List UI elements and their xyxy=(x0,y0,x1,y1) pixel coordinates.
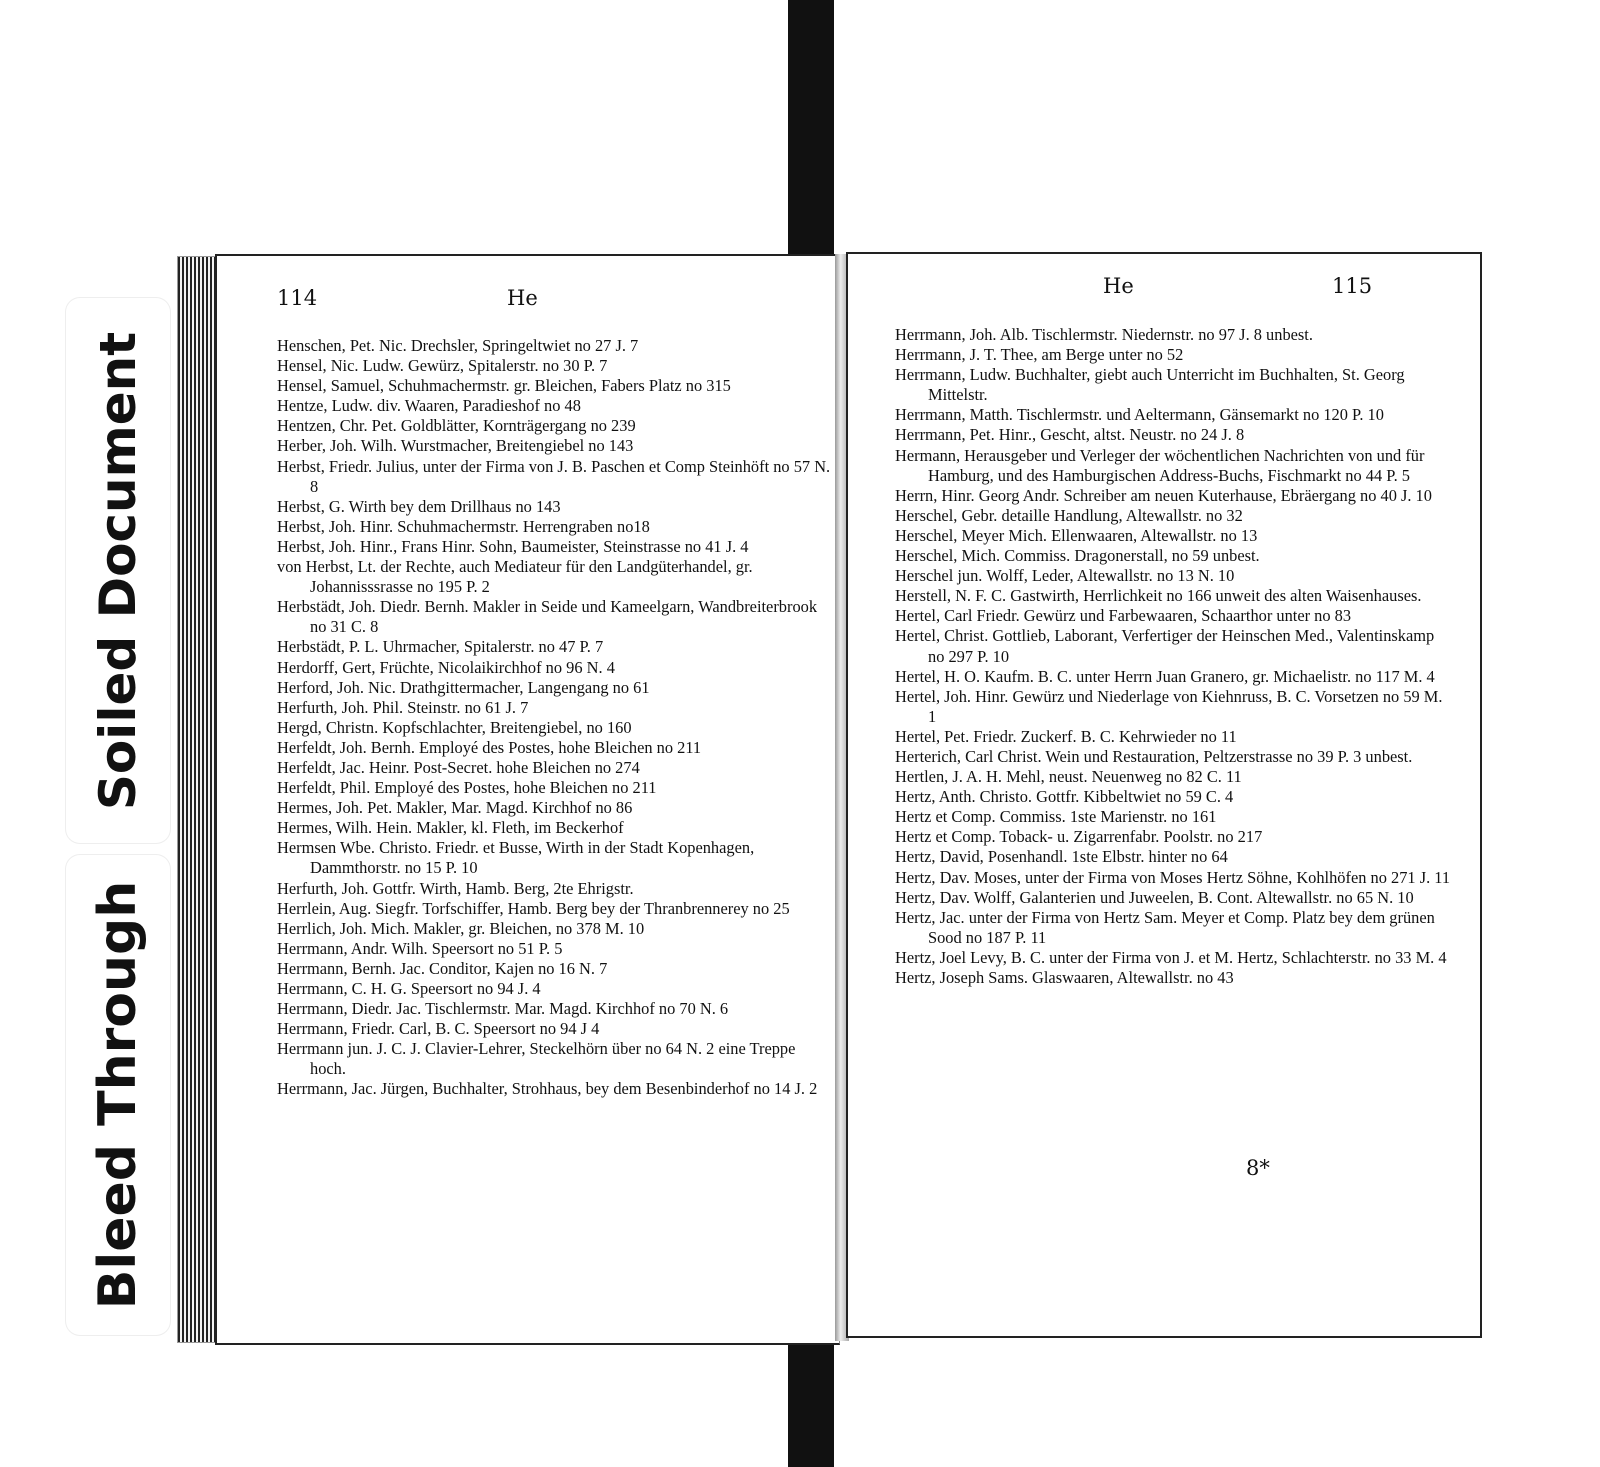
directory-entry: Herrmann, Diedr. Jac. Tischlermstr. Mar. Magd. Kirchhof no 70 N. 6 xyxy=(277,999,729,1019)
directory-entry: Hertz, Dav. Moses, unter der Firma von Moses Hertz Söhne, Kohlhöfen no 271 J. 11 xyxy=(895,867,1451,887)
directory-entry: Herrlich, Joh. Mich. Makler, gr. Bleichen, no 378 M. 10 xyxy=(277,918,645,938)
directory-entry: Herschel, Gebr. detaille Handlung, Altewallstr. no 32 xyxy=(895,505,1243,525)
directory-entry: Herber, Joh. Wilh. Wurstmacher, Breitengiebel no 143 xyxy=(277,436,634,456)
directory-entry: Herstell, N. F. C. Gastwirth, Herrlichkeit no 166 unweit des alten Waisenhauses. xyxy=(895,586,1422,606)
directory-entry: Herfeldt, Joh. Bernh. Employé des Postes, hohe Bleichen no 211 xyxy=(277,737,702,757)
left-page xyxy=(215,254,840,1345)
right-entry-list xyxy=(895,325,1452,988)
directory-entry: Hentzen, Chr. Pet. Goldblätter, Kornträgergang no 239 xyxy=(277,416,636,436)
open-book xyxy=(177,250,1497,1350)
right-page xyxy=(846,252,1482,1338)
directory-entry: Hertel, Carl Friedr. Gewürz und Farbewaaren, Schaarthor unter no 83 xyxy=(895,606,1352,626)
directory-entry: Hensel, Samuel, Schuhmachermstr. gr. Bleichen, Fabers Platz no 315 xyxy=(277,376,731,396)
directory-entry: Herbstädt, P. L. Uhrmacher, Spitalerstr. no 47 P. 7 xyxy=(277,637,604,657)
directory-entry: Hertz, Jac. unter der Firma von Hertz Sam. Meyer et Comp. Platz bey dem grünen Sood no 187 P. 11 xyxy=(895,907,1435,947)
directory-entry: Herbst, Friedr. Julius, unter der Firma von J. B. Paschen et Comp Steinhöft no 57 N. 8 xyxy=(277,456,831,496)
directory-entry: Herrmann, Jac. Jürgen, Buchhalter, Strohhaus, bey dem Besenbinderhof no 14 J. 2 xyxy=(277,1079,818,1099)
directory-entry: Herrmann, Joh. Alb. Tischlermstr. Niedernstr. no 97 J. 8 unbest. xyxy=(895,325,1313,344)
directory-entry: Hertz, Joel Levy, B. C. unter der Firma von J. et M. Hertz, Schlachterstr. no 33 M. 4 xyxy=(895,947,1447,967)
label-soiled-document xyxy=(66,298,170,843)
directory-entry: Herbst, Joh. Hinr., Frans Hinr. Sohn, Baumeister, Steinstrasse no 41 J. 4 xyxy=(277,536,749,556)
directory-entry: Hertz, Joseph Sams. Glaswaaren, Altewallstr. no 43 xyxy=(895,968,1234,987)
directory-entry: Hertz, David, Posenhandl. 1ste Elbstr. hinter no 64 xyxy=(895,847,1228,867)
right-page-number: 115 xyxy=(1332,274,1373,298)
directory-entry: Herschel, Mich. Commiss. Dragonerstall, no 59 unbest. xyxy=(895,546,1260,566)
directory-entry: Herrmann, J. T. Thee, am Berge unter no 52 xyxy=(895,345,1184,365)
directory-entry: Hermes, Wilh. Hein. Makler, kl. Fleth, im Beckerhof xyxy=(277,818,624,838)
page-edges xyxy=(177,256,219,1343)
directory-entry: Hertz, Dav. Wolff, Galanterien und Juweelen, B. Cont. Altewallstr. no 65 N. 10 xyxy=(895,887,1414,907)
label-soiled-document-text: Soiled Document xyxy=(89,331,147,810)
directory-entry: Herrmann, Ludw. Buchhalter, giebt auch Unterricht im Buchhalten, St. Georg Mittelstr. xyxy=(895,365,1405,405)
directory-entry: Hertel, Christ. Gottlieb, Laborant, Verfertiger der Heinschen Med., Valentinskamp no 297 P. 10 xyxy=(895,626,1435,666)
directory-entry: Herterich, Carl Christ. Wein und Restauration, Peltzerstrasse no 39 P. 3 unbest. xyxy=(895,746,1413,766)
directory-entry: Hertel, Pet. Friedr. Zuckerf. B. C. Kehrwieder no 11 xyxy=(895,726,1237,746)
right-page-heading: He xyxy=(1103,274,1134,298)
left-page-heading: He xyxy=(507,286,538,310)
directory-entry: Herfeldt, Phil. Employé des Postes, hohe Bleichen no 211 xyxy=(277,778,657,798)
directory-entry: Herrmann, Andr. Wilh. Speersort no 51 P. 5 xyxy=(277,938,563,958)
directory-entry: Herfeldt, Jac. Heinr. Post-Secret. hohe Bleichen no 274 xyxy=(277,757,640,777)
directory-entry: Herrmann, Matth. Tischlermstr. und Aeltermann, Gänsemarkt no 120 P. 10 xyxy=(895,405,1384,425)
directory-entry: Hertlen, J. A. H. Mehl, neust. Neuenweg no 82 C. 11 xyxy=(895,767,1242,787)
directory-entry: Herfurth, Joh. Phil. Steinstr. no 61 J. 7 xyxy=(277,697,529,717)
directory-entry: Herrmann, Pet. Hinr., Gescht, altst. Neustr. no 24 J. 8 xyxy=(895,425,1245,445)
directory-entry: Herfurth, Joh. Gottfr. Wirth, Hamb. Berg, 2te Ehrigstr. xyxy=(277,878,634,898)
directory-entry: Herrn, Hinr. Georg Andr. Schreiber am neuen Kuterhause, Ebräergang no 40 J. 10 xyxy=(895,485,1432,505)
directory-entry: Herrmann, Friedr. Carl, B. C. Speersort no 94 J 4 xyxy=(277,1019,600,1039)
directory-entry: Hensel, Nic. Ludw. Gewürz, Spitalerstr. no 30 P. 7 xyxy=(277,356,608,376)
label-bleed-through xyxy=(66,855,170,1335)
directory-entry: Hertz et Comp. Toback- u. Zigarrenfabr. Poolstr. no 217 xyxy=(895,827,1263,847)
directory-entry: Hergd, Christn. Kopfschlachter, Breitengiebel, no 160 xyxy=(277,717,632,737)
directory-entry: Hertz et Comp. Commiss. 1ste Marienstr. no 161 xyxy=(895,807,1217,827)
directory-entry: Herbst, Joh. Hinr. Schuhmachermstr. Herrengraben no18 xyxy=(277,516,650,536)
bookmark-ribbon-top xyxy=(788,0,834,262)
label-bleed-through-text: Bleed Through xyxy=(88,880,148,1310)
directory-entry: Herbst, G. Wirth bey dem Drillhaus no 143 xyxy=(277,496,561,516)
directory-entry: Henschen, Pet. Nic. Drechsler, Springeltwiet no 27 J. 7 xyxy=(277,336,639,355)
directory-entry: Hermes, Joh. Pet. Makler, Mar. Magd. Kirchhof no 86 xyxy=(277,798,633,818)
directory-entry: Herschel jun. Wolff, Leder, Altewallstr. no 13 N. 10 xyxy=(895,566,1235,586)
left-page-number: 114 xyxy=(277,286,318,310)
directory-entry: Herford, Joh. Nic. Drathgittermacher, Langengang no 61 xyxy=(277,677,650,697)
directory-entry: Herschel, Meyer Mich. Ellenwaaren, Altewallstr. no 13 xyxy=(895,525,1258,545)
directory-entry: Hertel, H. O. Kaufm. B. C. unter Herrn Juan Granero, gr. Michaelistr. no 117 M. 4 xyxy=(895,666,1435,686)
directory-entry: von Herbst, Lt. der Rechte, auch Mediateur für den Landgüterhandel, gr. Johannisssrasse no 195 P. 2 xyxy=(277,557,753,597)
left-entry-list xyxy=(277,336,833,1100)
directory-entry: Herrmann jun. J. C. J. Clavier-Lehrer, Steckelhörn über no 64 N. 2 eine Treppe hoch. xyxy=(277,1039,796,1079)
directory-entry: Herbstädt, Joh. Diedr. Bernh. Makler in Seide und Kameelgarn, Wandbreiterbrook no 31 C. 8 xyxy=(277,597,818,637)
bookmark-ribbon-bottom xyxy=(788,1333,834,1467)
directory-entry: Herrmann, Bernh. Jac. Conditor, Kajen no 16 N. 7 xyxy=(277,958,608,978)
signature-mark: 8* xyxy=(1246,1156,1270,1180)
directory-entry: Herrmann, C. H. G. Speersort no 94 J. 4 xyxy=(277,979,541,998)
directory-entry: Herdorff, Gert, Früchte, Nicolaikirchhof no 96 N. 4 xyxy=(277,657,615,677)
directory-entry: Hentze, Ludw. div. Waaren, Paradieshof no 48 xyxy=(277,396,581,416)
directory-entry: Hermann, Herausgeber und Verleger der wöchentlichen Nachrichten von und für Hamburg, und des Hamburgischen Address-Buchs, Fischmarkt no 44 P. 5 xyxy=(895,445,1425,485)
directory-entry: Hertel, Joh. Hinr. Gewürz und Niederlage von Kiehnruss, B. C. Vorsetzen no 59 M. 1 xyxy=(895,686,1443,726)
directory-entry: Hertz, Anth. Christo. Gottfr. Kibbeltwiet no 59 C. 4 xyxy=(895,787,1234,807)
directory-entry: Herrlein, Aug. Siegfr. Torfschiffer, Hamb. Berg bey der Thranbrennerey no 25 xyxy=(277,898,790,918)
directory-entry: Hermsen Wbe. Christo. Friedr. et Busse, Wirth in der Stadt Kopenhagen, Dammthorstr. no 15 P. 10 xyxy=(277,838,755,878)
